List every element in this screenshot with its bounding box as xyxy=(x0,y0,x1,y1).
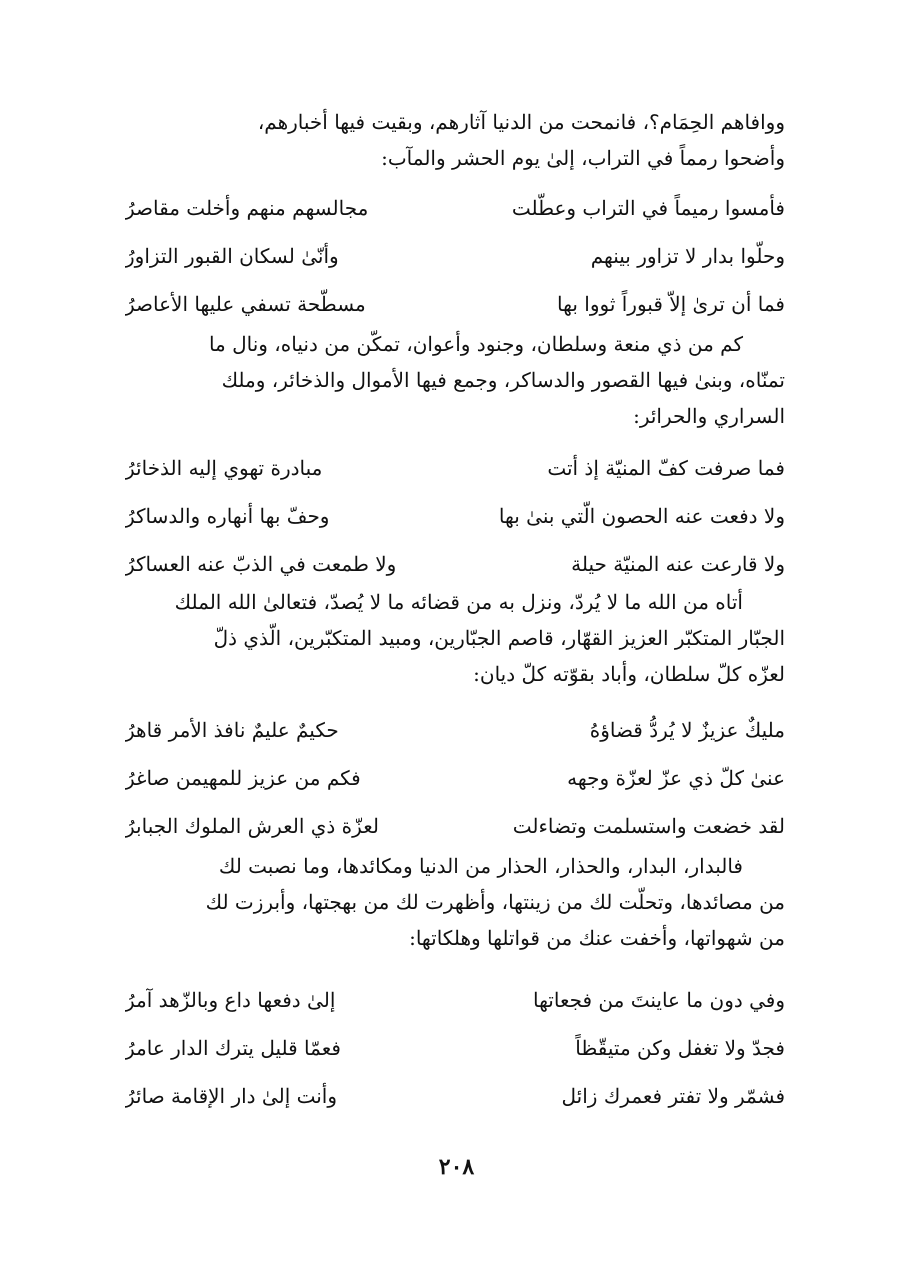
verse-first-hemistich: فما أن ترىٰ إلاّ قبوراً ثووا بها xyxy=(557,292,785,316)
verse xyxy=(125,444,785,492)
verse-first-hemistich: لقد خضعت واستسلمت وتضاءلت xyxy=(512,814,785,838)
paragraph-line: كم من ذي منعة وسلطان، وجنود وأعوان، تمكّن من دنياه، ونال ما xyxy=(208,332,743,356)
paragraph-line: وأضحوا رمماً في التراب، إلىٰ يوم الحشر والمآب: xyxy=(381,146,785,170)
verse-second-hemistich: فكم من عزيز للمهيمن صاغرُ xyxy=(125,766,361,790)
verse-first-hemistich: عنىٰ كلّ ذي عزّ لعزّة وجهه xyxy=(567,766,785,790)
paragraph-line: لعزّه كلّ سلطان، وأباد بقوّته كلّ ديان: xyxy=(473,662,785,686)
verse-second-hemistich: حكيمٌ عليمٌ نافذ الأمر قاهرُ xyxy=(125,718,339,742)
verse-first-hemistich: ولا قارعت عنه المنيّة حيلة xyxy=(571,552,785,576)
verse-second-hemistich: وأنت إلىٰ دار الإقامة صائرُ xyxy=(125,1084,338,1108)
verse xyxy=(125,232,785,280)
verse-second-hemistich: وأنّىٰ لسكان القبور التزاورُ xyxy=(125,244,339,268)
page-number: ٢٠٨ xyxy=(438,1154,475,1180)
paragraph-line: الجبّار المتكبّر العزيز القهّار، قاصم الجبّارين، ومبيد المتكبّرين، الّذي ذلّ xyxy=(213,626,785,650)
verse-second-hemistich: مجالسهم منهم وأخلت مقاصرُ xyxy=(125,196,369,220)
verse xyxy=(125,706,785,754)
paragraph-line: فالبدار، البدار، والحذار، الحذار من الدنيا ومكائدها، وما نصبت لك xyxy=(218,854,743,878)
verse-first-hemistich: فأمسوا رميماً في التراب وعطّلت xyxy=(511,196,785,220)
paragraph-line: ووافاهم الحِمَام؟، فانمحت من الدنيا آثارهم، وبقيت فيها أخبارهم، xyxy=(257,110,785,134)
paragraph-line: تمنّاه، وبنىٰ فيها القصور والدساكر، وجمع فيها الأموال والذخائر، وملك xyxy=(221,368,785,392)
verse-first-hemistich: ولا دفعت عنه الحصون الّتي بنىٰ بها xyxy=(498,504,785,528)
paragraph-line: من مصائدها، وتحلّت لك من زينتها، وأظهرت لك من بهجتها، وأبرزت لك xyxy=(205,890,785,914)
verse-first-hemistich: مليكٌ عزيزٌ لا يُردُّ قضاؤهُ xyxy=(589,718,785,742)
verse-second-hemistich: مسطّحة تسفي عليها الأعاصرُ xyxy=(125,292,366,316)
poem-4 xyxy=(125,976,785,1120)
verse-second-hemistich: مبادرة تهوي إليه الذخائرُ xyxy=(125,456,323,480)
verse-first-hemistich: فما صرفت كفّ المنيّة إذ أتت xyxy=(547,456,785,480)
verse-first-hemistich: وفي دون ما عاينتَ من فجعاتها xyxy=(532,988,785,1012)
paragraph-line: من شهواتها، وأخفت عنك من قواتلها وهلكاتها: xyxy=(409,926,785,950)
paragraph-4 xyxy=(125,848,785,956)
verse xyxy=(125,540,785,588)
verse xyxy=(125,754,785,802)
verse-second-hemistich: فعمّا قليل يترك الدار عامرُ xyxy=(125,1036,341,1060)
verse xyxy=(125,802,785,850)
poem-3 xyxy=(125,706,785,850)
verse xyxy=(125,1072,785,1120)
verse-second-hemistich: وحفّ بها أنهاره والدساكرُ xyxy=(125,504,330,528)
paragraph-line: أتاه من الله ما لا يُردّ، ونزل به من قضائه ما لا يُصدّ، فتعالىٰ الله الملك xyxy=(174,590,743,614)
verse xyxy=(125,1024,785,1072)
verse-second-hemistich: ولا طمعت في الذبّ عنه العساكرُ xyxy=(125,552,397,576)
paragraph-line: السراري والحرائر: xyxy=(633,404,785,428)
verse-first-hemistich: فجدّ ولا تغفل وكن متيقّظاً xyxy=(575,1036,785,1060)
poem-1 xyxy=(125,184,785,328)
paragraph-3 xyxy=(125,584,785,692)
poem-2 xyxy=(125,444,785,588)
verse xyxy=(125,280,785,328)
verse xyxy=(125,184,785,232)
verse-first-hemistich: فشمّر ولا تفتر فعمرك زائل xyxy=(561,1084,785,1108)
verse-first-hemistich: وحلّوا بدار لا تزاور بينهم xyxy=(590,244,785,268)
verse xyxy=(125,976,785,1024)
paragraph-2 xyxy=(125,326,785,434)
verse-second-hemistich: لعزّة ذي العرش الملوك الجبابرُ xyxy=(125,814,379,838)
verse xyxy=(125,492,785,540)
paragraph-1 xyxy=(125,104,785,176)
verse-second-hemistich: إلىٰ دفعها داع وبالزّهد آمرُ xyxy=(125,988,336,1012)
